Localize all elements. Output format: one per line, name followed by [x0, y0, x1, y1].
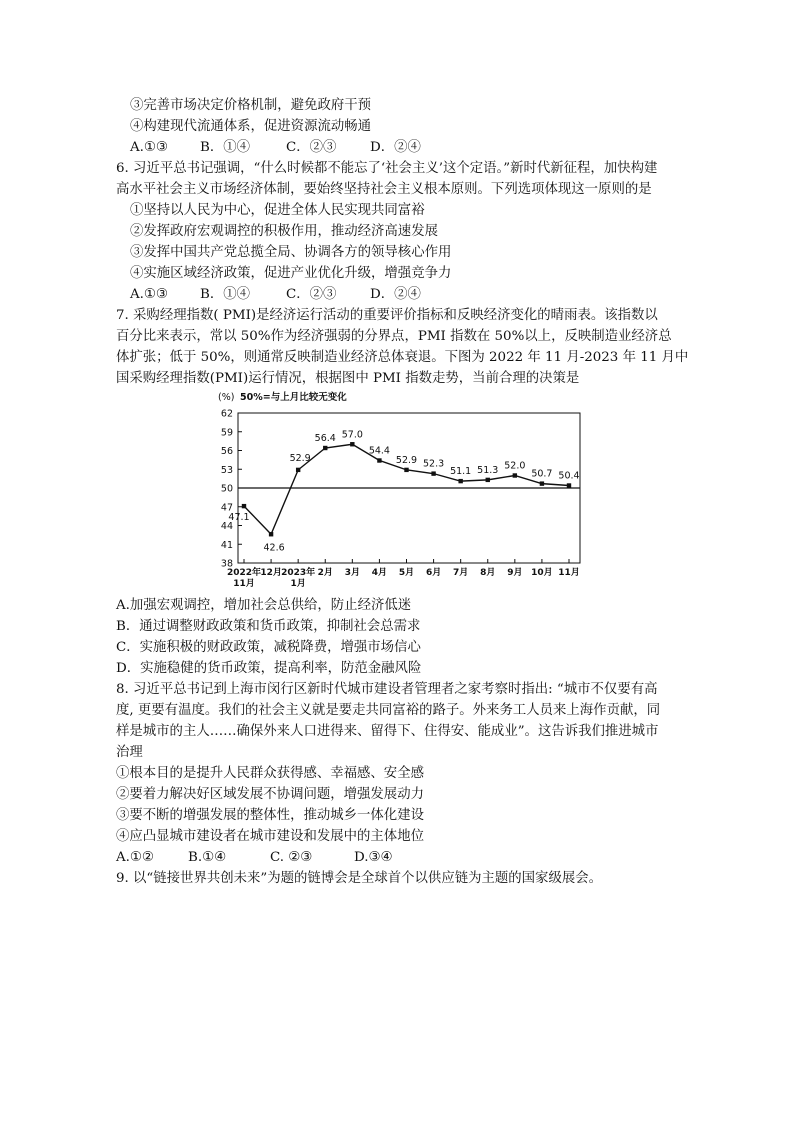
- pmi-data-point: [269, 532, 273, 536]
- y-tick-label: 56: [220, 446, 233, 457]
- pmi-value-label: 52.9: [395, 454, 418, 466]
- q8-option-d[interactable]: D.③④: [354, 850, 393, 865]
- chart-y-axis-unit: (%): [218, 392, 235, 403]
- q6-option-d[interactable]: D．②④: [370, 287, 421, 302]
- y-tick-label: 50: [220, 483, 233, 495]
- pmi-data-point: [513, 473, 517, 477]
- q6-statement-4: ④实施区域经济政策，促进产业优化升级，增强竞争力: [130, 266, 452, 281]
- q8-option-a[interactable]: A.①②: [116, 850, 154, 865]
- q8-statement-1: ①根本目的是提升人民群众获得感、幸福感、安全感: [116, 766, 424, 781]
- pmi-line-chart: [206, 389, 596, 589]
- q6-option-a[interactable]: A.①③: [130, 287, 168, 302]
- x-tick-label: 3月: [344, 568, 360, 578]
- q8-stem-line-4: 治理: [116, 745, 143, 760]
- q8-statement-2: ②要着力解决好区域发展不协调问题，增强发展动力: [116, 787, 424, 802]
- x-tick-label: 5月: [398, 568, 415, 578]
- q7-stem-line-2: 百分比来表示，常以 50%作为经济强弱的分界点，PMI 指数在 50%以上，反映制造业经济总: [116, 329, 672, 344]
- q8-stem-line-1: 8. 习近平总书记到上海市闵行区新时代城市建设者管理者之家考察时指出: “城市不仅要有高: [116, 682, 658, 697]
- y-tick-label: 59: [220, 427, 233, 439]
- q6-stem-line-2: 高水平社会主义市场经济体制，要始终坚持社会主义根本原则。下列选项体现这一原则的是: [116, 182, 652, 197]
- x-tick-label: 2023年: [281, 568, 316, 578]
- pmi-data-point: [431, 471, 435, 475]
- y-tick-label: 47: [220, 502, 233, 514]
- y-tick-label: 53: [220, 464, 233, 476]
- q7-stem-line-4: 国采购经理指数(PMI)运行情况，根据图中 PMI 指数走势，当前合理的决策是: [116, 371, 580, 386]
- x-tick-label: 12月: [260, 568, 282, 578]
- x-tick-label: 11月: [558, 568, 580, 578]
- q5-statement-3: ③完善市场决定价格机制，避免政府干预: [130, 98, 372, 113]
- x-tick-label: 4月: [371, 568, 388, 578]
- pmi-value-label: 52.3: [423, 458, 445, 470]
- pmi-value-label: 54.4: [368, 445, 390, 457]
- q8-statement-3: ③要不断的增强发展的整体性，推动城乡一体化建设: [116, 808, 424, 823]
- y-tick-label: 62: [220, 408, 233, 420]
- pmi-data-point: [350, 442, 354, 446]
- x-tick-label: 2月: [317, 568, 333, 578]
- q6-statement-1: ①坚持以人民为中心，促进全体人民实现共同富裕: [130, 203, 425, 218]
- y-tick-label: 41: [220, 539, 233, 551]
- y-tick-label: 38: [220, 558, 233, 570]
- q5-option-d[interactable]: D．②④: [370, 140, 421, 155]
- pmi-data-point: [296, 468, 300, 472]
- pmi-value-label: 51.1: [450, 466, 472, 478]
- q7-option-b[interactable]: B．通过调整财政政策和货币政策，抑制社会总需求: [116, 619, 421, 634]
- q7-option-a[interactable]: A.加强宏观调控，增加社会总供给，防止经济低迷: [116, 598, 412, 613]
- pmi-data-point: [323, 446, 327, 450]
- q7-option-c[interactable]: C．实施积极的财政政策，减税降费，增强市场信心: [116, 640, 421, 655]
- pmi-value-label: 47.1: [228, 512, 250, 524]
- q5-option-c[interactable]: C．②③: [286, 140, 337, 155]
- pmi-value-label: 57.0: [341, 429, 363, 441]
- pmi-value-label: 50.4: [558, 470, 580, 482]
- x-tick-label: 8月: [480, 568, 496, 578]
- x-tick-sublabel: 1月: [290, 579, 306, 589]
- y-tick-label: 44: [220, 521, 233, 532]
- pmi-data-point: [377, 458, 381, 462]
- pmi-data-point: [486, 478, 490, 482]
- x-tick-label: 9月: [507, 568, 523, 578]
- q7-option-d[interactable]: D．实施稳健的货币政策，提高利率，防范金融风险: [116, 661, 422, 676]
- pmi-value-label: 50.7: [531, 468, 553, 480]
- q8-option-c[interactable]: C. ②③: [270, 850, 313, 865]
- q6-option-c[interactable]: C．②③: [286, 287, 337, 302]
- q8-statement-4: ④应凸显城市建设者在城市建设和发展中的主体地位: [116, 829, 424, 844]
- pmi-value-label: 52.0: [504, 460, 526, 472]
- q7-stem-line-3: 体扩张；低于 50%，则通常反映制造业经济总体衰退。下图为 2022 年 11 月-2023 年 11 月中: [116, 350, 689, 365]
- pmi-value-label: 51.3: [477, 464, 499, 476]
- q8-stem-line-3: 样是城市的主人……确保外来人口进得来、留得下、住得安、能成业”。这告诉我们推进城市: [116, 724, 659, 739]
- pmi-data-point: [540, 481, 544, 485]
- pmi-data-point: [458, 479, 462, 483]
- q7-stem-line-1: 7. 采购经理指数( PMI)是经济运行活动的重要评价指标和反映经济变化的晴雨表。该指数以: [116, 308, 658, 323]
- pmi-value-label: 56.4: [314, 433, 336, 444]
- q5-statement-4: ④构建现代流通体系，促进资源流动畅通: [130, 119, 372, 134]
- q6-statement-2: ②发挥政府宏观调控的积极作用，推动经济高速发展: [130, 224, 438, 239]
- x-tick-label: 7月: [453, 568, 469, 578]
- x-tick-label: 2022年: [226, 568, 262, 578]
- pmi-value-label: 42.6: [263, 542, 285, 554]
- q8-stem-line-2: 度, 更要有温度。我们的社会主义就是要走共同富裕的路子。外来务工人员来上海作贡献，同: [116, 703, 661, 718]
- q6-option-b[interactable]: B．①④: [200, 287, 251, 302]
- pmi-data-point: [404, 468, 408, 472]
- x-tick-label: 6月: [425, 568, 442, 578]
- q5-option-b[interactable]: B．①④: [200, 140, 251, 155]
- q9-stem-line-1: 9. 以“链接世界共创未来”为题的链博会是全球首个以供应链为主题的国家级展会。: [116, 871, 603, 886]
- q8-option-b[interactable]: B.①④: [188, 850, 227, 865]
- pmi-data-point: [567, 483, 571, 487]
- q6-stem-line-1: 6. 习近平总书记强调，“什么时候都不能忘了‘社会主义’这个定语。”新时代新征程，加快构建: [116, 161, 658, 176]
- x-tick-sublabel: 11月: [233, 579, 255, 589]
- x-tick-label: 10月: [531, 568, 553, 578]
- pmi-value-label: 52.9: [289, 452, 311, 464]
- q5-option-a[interactable]: A.①③: [130, 140, 168, 155]
- q6-statement-3: ③发挥中国共产党总揽全局、协调各方的领导核心作用: [130, 245, 452, 260]
- pmi-data-point: [242, 504, 246, 508]
- chart-note: 50%=与上月比较无变化: [240, 392, 347, 403]
